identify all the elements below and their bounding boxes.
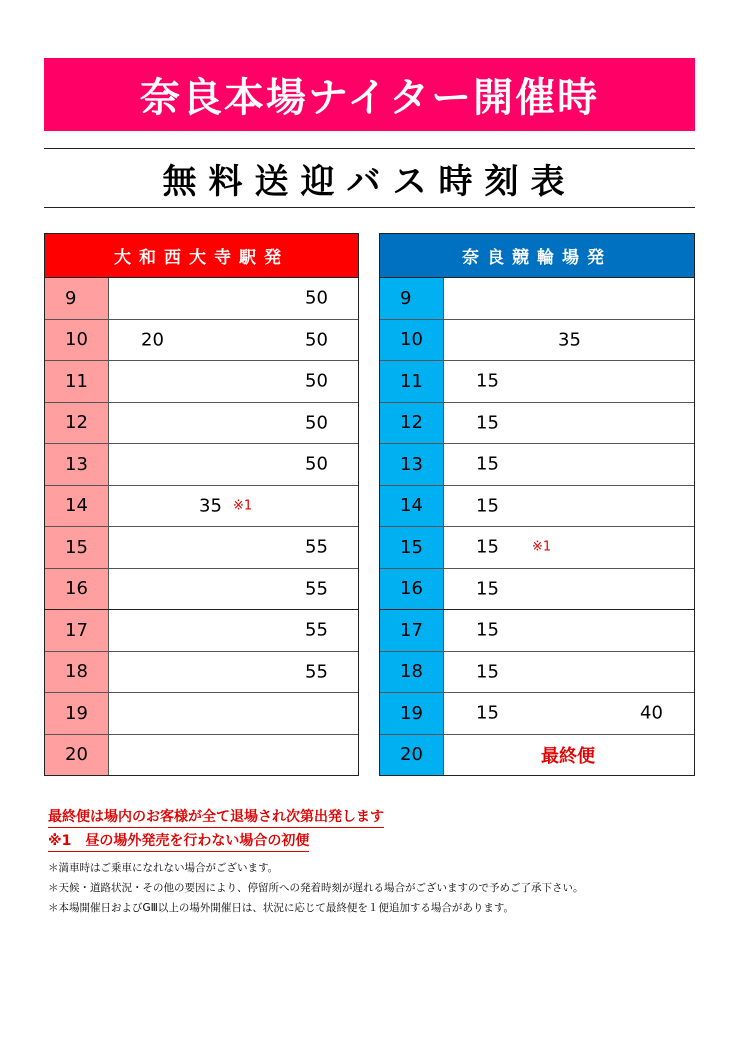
hour-cell: 15 bbox=[380, 527, 444, 568]
hour-cell: 14 bbox=[380, 486, 444, 527]
table-row bbox=[380, 692, 694, 734]
minute-cell: 50 bbox=[305, 412, 328, 434]
minute-cell: 15 bbox=[476, 661, 499, 683]
note-extra-bus: ＊本場開催日およびGⅢ以上の場外開催日は、状況に応じて最終便を１便追加する場合があります。 bbox=[48, 902, 515, 914]
hour-cell: 12 bbox=[45, 403, 109, 444]
minute-cell: 35 bbox=[199, 495, 222, 517]
minute-cell: 55 bbox=[305, 578, 328, 600]
table-row bbox=[380, 609, 694, 651]
red-note-last-bus: 最終便は場内のお客様が全て退場され次第出発します bbox=[48, 806, 384, 828]
hour-cell: 19 bbox=[380, 693, 444, 734]
table-row bbox=[380, 485, 694, 527]
table-row bbox=[380, 402, 694, 444]
table-row bbox=[380, 360, 694, 402]
minute-cell: 50 bbox=[305, 370, 328, 392]
table-row bbox=[45, 526, 358, 568]
hour-cell: 15 bbox=[45, 527, 109, 568]
hour-cell: 9 bbox=[380, 278, 444, 319]
minute-cell: 35 bbox=[558, 329, 581, 351]
timetable-yamato-saidaiji bbox=[44, 233, 359, 776]
hour-cell: 17 bbox=[380, 610, 444, 651]
hour-cell: 13 bbox=[380, 444, 444, 485]
hour-cell: 11 bbox=[380, 361, 444, 402]
minute-cell: 55 bbox=[305, 536, 328, 558]
title-banner: 奈良本場ナイター開催時 bbox=[44, 58, 695, 131]
table-row bbox=[45, 319, 358, 361]
hour-cell: 17 bbox=[45, 610, 109, 651]
minute-cell: 55 bbox=[305, 619, 328, 641]
minute-cell: 15 bbox=[476, 495, 499, 517]
last-bus-label: 最終便 bbox=[541, 745, 595, 767]
minute-cell: 15 bbox=[476, 619, 499, 641]
minute-cell: 15 bbox=[476, 578, 499, 600]
note-marker: ※1 bbox=[532, 539, 552, 555]
hour-cell: 18 bbox=[45, 652, 109, 693]
table-row bbox=[380, 526, 694, 568]
table-row bbox=[45, 734, 358, 776]
timetable-nara-keirin bbox=[379, 233, 695, 776]
table-row bbox=[45, 277, 358, 319]
note-delay: ＊天候・道路状況・その他の要因により、停留所への発着時刻が遅れる場合がございますので予めご了承下さい。 bbox=[48, 882, 584, 894]
minute-cell: 15 bbox=[476, 412, 499, 434]
hour-cell: 14 bbox=[45, 486, 109, 527]
hour-cell: 18 bbox=[380, 652, 444, 693]
hour-cell: 10 bbox=[45, 320, 109, 361]
subtitle: 無料送迎バス時刻表 bbox=[162, 161, 577, 202]
hour-cell: 20 bbox=[380, 735, 444, 776]
table-row bbox=[380, 568, 694, 610]
hour-cell: 20 bbox=[45, 735, 109, 776]
hour-cell: 12 bbox=[380, 403, 444, 444]
minute-cell: 15 bbox=[476, 536, 499, 558]
minute-cell: 15 bbox=[476, 370, 499, 392]
minute-cell: 15 bbox=[476, 453, 499, 475]
table-row bbox=[380, 443, 694, 485]
hour-cell: 13 bbox=[45, 444, 109, 485]
timetable-header: 奈良競輪場発 bbox=[380, 234, 694, 277]
table-row bbox=[380, 277, 694, 319]
minute-cell: 50 bbox=[305, 329, 328, 351]
note-marker: ※1 bbox=[233, 498, 253, 514]
note-full-bus: ＊満車時はご乗車になれない場合がございます。 bbox=[48, 862, 279, 874]
table-row bbox=[45, 692, 358, 734]
subtitle-top-rule bbox=[44, 148, 695, 149]
table-row bbox=[380, 651, 694, 693]
minute-cell: 50 bbox=[305, 287, 328, 309]
table-row bbox=[45, 443, 358, 485]
table-row bbox=[45, 360, 358, 402]
hour-cell: 9 bbox=[45, 278, 109, 319]
table-row bbox=[45, 402, 358, 444]
table-row bbox=[45, 485, 358, 527]
minute-cell: 15 bbox=[476, 702, 499, 724]
red-note-first-bus: ※1 昼の場外発売を行わない場合の初便 bbox=[48, 830, 309, 852]
table-row bbox=[380, 734, 694, 776]
table-row bbox=[380, 319, 694, 361]
minute-cell: 50 bbox=[305, 453, 328, 475]
minute-cell: 20 bbox=[141, 329, 164, 351]
hour-cell: 19 bbox=[45, 693, 109, 734]
timetable-header: 大和西大寺駅発 bbox=[45, 234, 358, 277]
subtitle-bottom-rule bbox=[44, 207, 695, 208]
minute-cell: 40 bbox=[640, 702, 663, 724]
hour-cell: 11 bbox=[45, 361, 109, 402]
hour-cell: 16 bbox=[380, 569, 444, 610]
table-row bbox=[45, 568, 358, 610]
minute-cell: 55 bbox=[305, 661, 328, 683]
table-row bbox=[45, 651, 358, 693]
hour-cell: 10 bbox=[380, 320, 444, 361]
hour-cell: 16 bbox=[45, 569, 109, 610]
table-row bbox=[45, 609, 358, 651]
